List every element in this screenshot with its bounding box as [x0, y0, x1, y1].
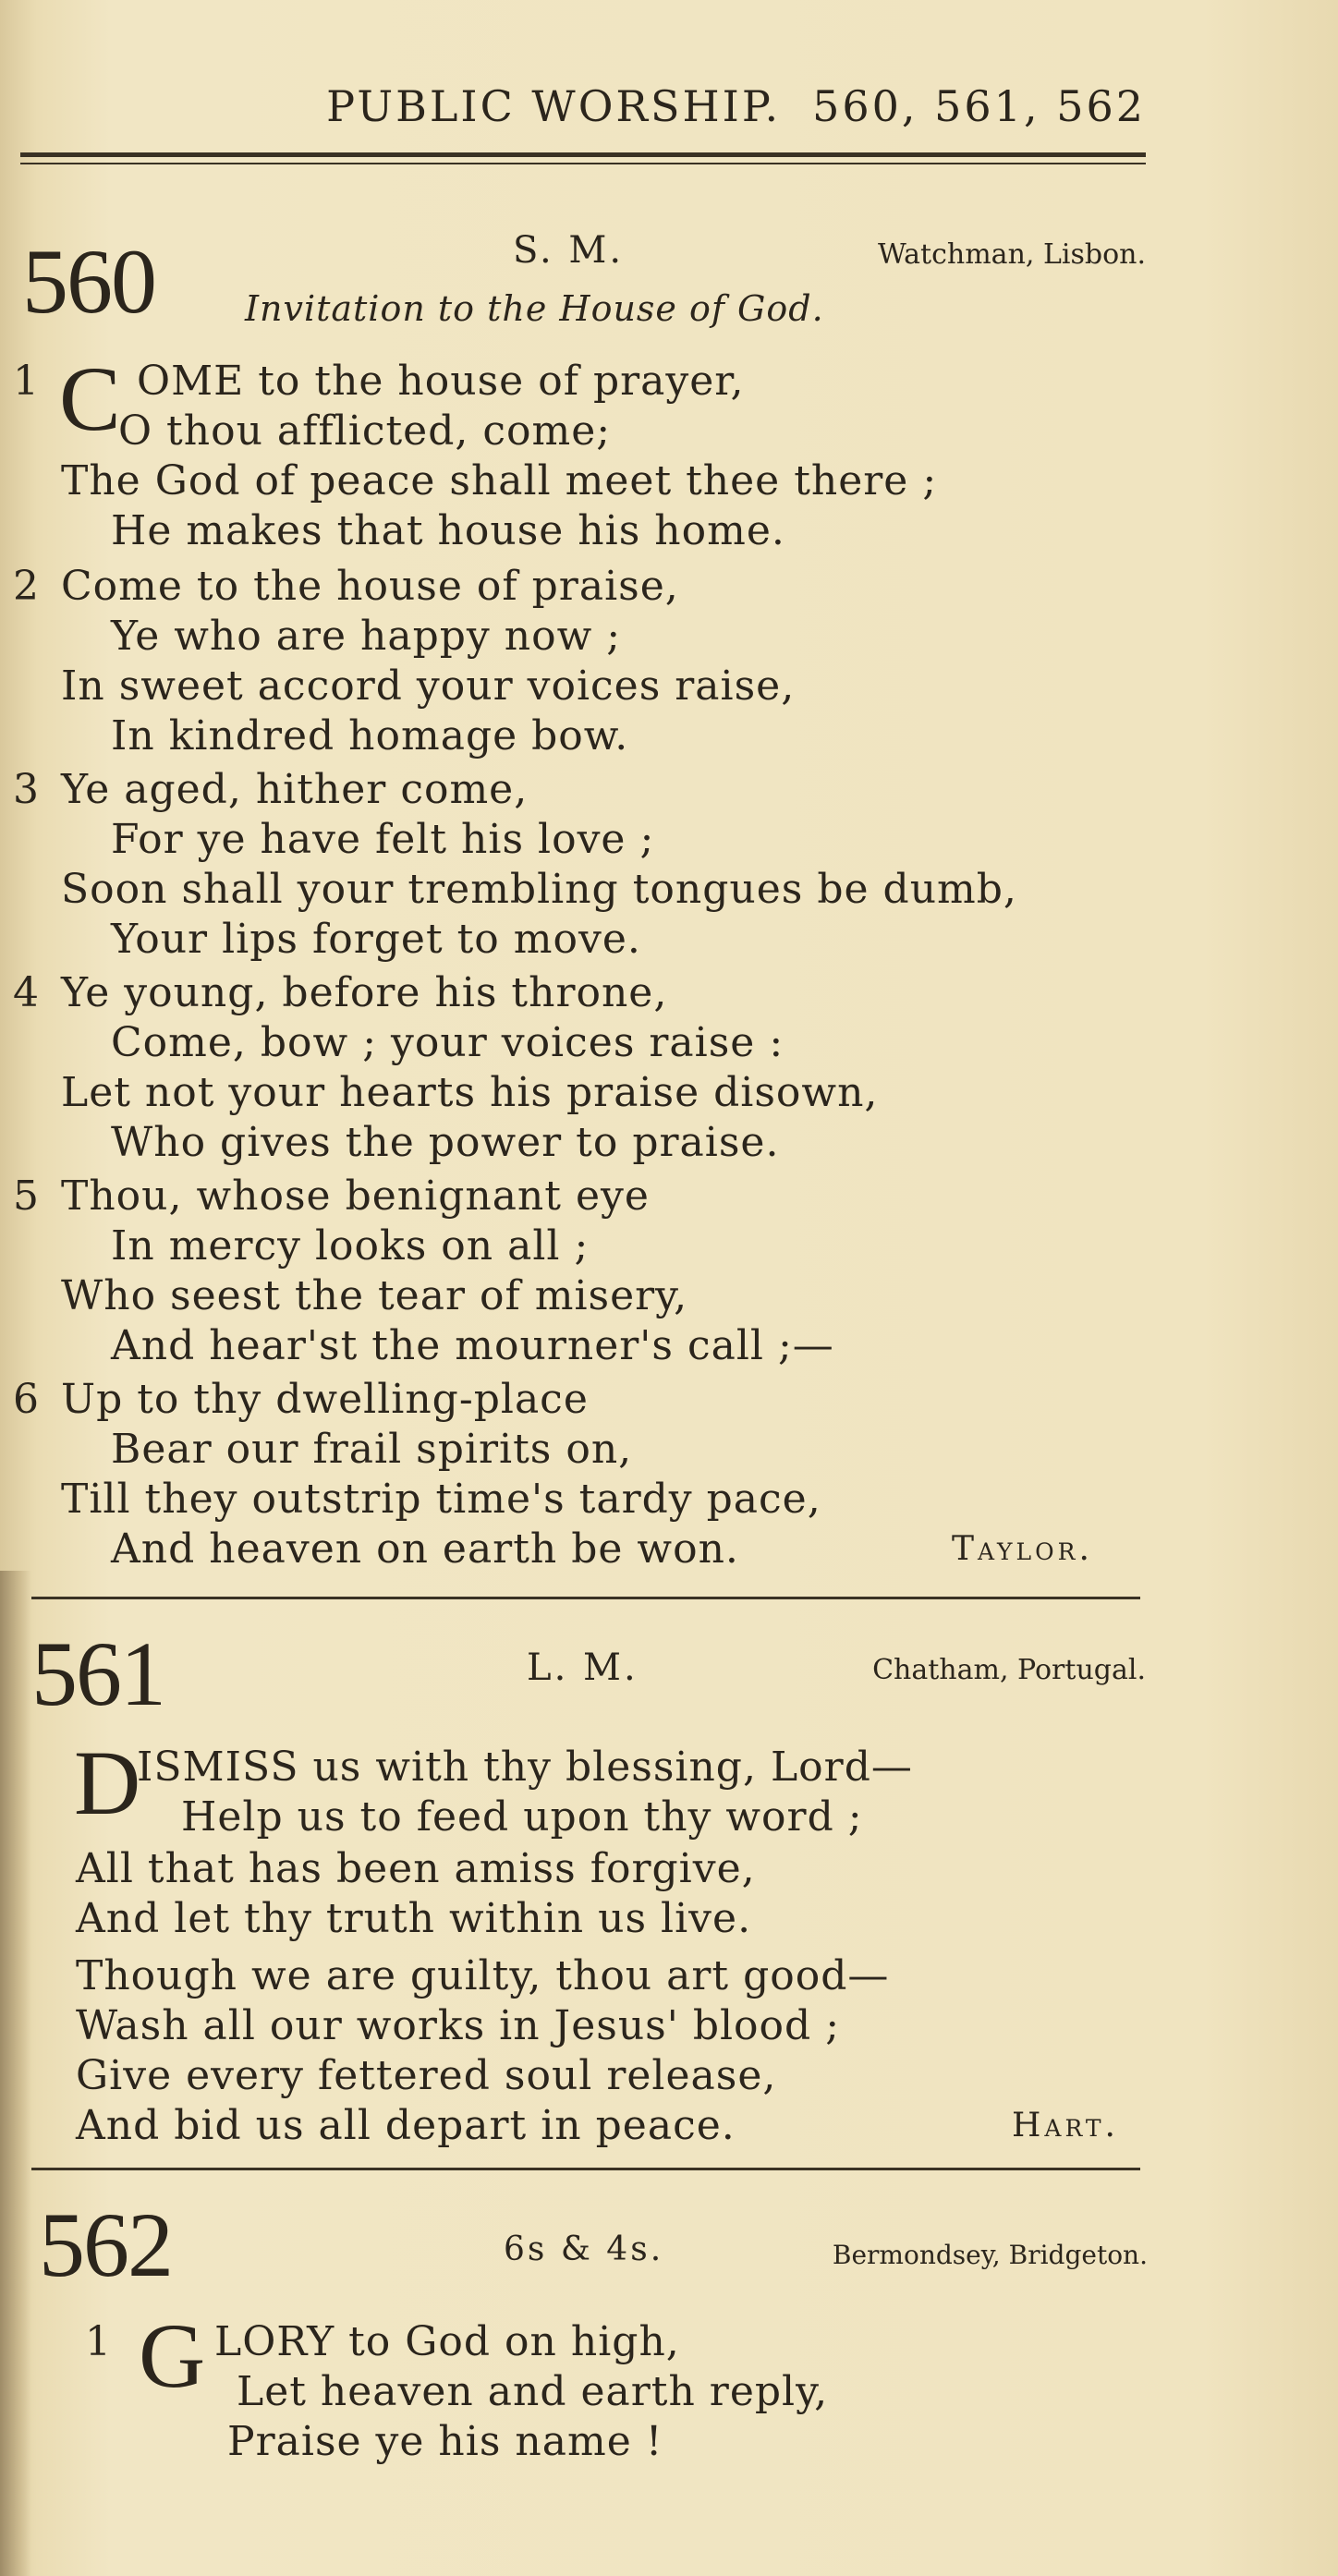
hymn-561-number: 561 [31, 1622, 164, 1725]
verse-line: Who gives the power to praise. [111, 1119, 780, 1166]
verse-line: In kindred homage bow. [111, 712, 629, 759]
hymn-divider [31, 1597, 1140, 1599]
verse-line: The God of peace shall meet thee there ; [61, 457, 938, 504]
verse-line: And let thy truth within us live. [76, 1895, 752, 1942]
verse-number: 3 [13, 766, 39, 813]
verse-line: And heaven on earth be won. [111, 1525, 739, 1573]
verse-line: Your lips forget to move. [111, 916, 641, 963]
verse-line: In mercy looks on all ; [111, 1222, 590, 1270]
verse-line: Who seest the tear of misery, [61, 1272, 688, 1319]
verse-line: Thou, whose benignant eye [61, 1173, 650, 1220]
verse-line: Let heaven and earth reply, [237, 2368, 829, 2415]
verse-line: Let not your hearts his praise disown, [61, 1069, 879, 1116]
running-header [231, 81, 1146, 146]
hymn-561-tunes: Chatham, Portugal. [872, 1654, 1146, 1686]
verse-number: 6 [13, 1376, 39, 1423]
verse-number: 1 [85, 2318, 111, 2365]
verse-number: 2 [13, 563, 39, 610]
hymn-560-subtitle: Invitation to the House of God. [245, 288, 824, 329]
hymn-562-meter: 6s & 4s. [504, 2230, 664, 2268]
hymn-divider [31, 2168, 1140, 2170]
verse-number: 1 [13, 358, 39, 405]
verse-line: Ye young, before his throne, [61, 969, 668, 1016]
hymn-562-tunes: Bermondsey, Bridgeton. [832, 2240, 1148, 2270]
hymn-560-drop-cap: C [59, 347, 121, 450]
verse-line: Give every fettered soul release, [76, 2052, 777, 2099]
verse-line: Praise ye his name ! [227, 2418, 663, 2465]
book-spine-shadow [0, 1571, 31, 2576]
verse-line: LORY to God on high, [214, 2318, 680, 2365]
hymn-561-author: Hart. [1012, 2107, 1119, 2145]
hymn-561-meter: L. M. [527, 1646, 639, 1689]
verse-line: ISMISS us with thy blessing, Lord— [137, 1744, 913, 1791]
hymn-561-drop-cap: D [74, 1732, 141, 1834]
header-hymn-numbers: 560, 561, 562 [812, 81, 1146, 131]
hymn-560-number: 560 [22, 230, 155, 333]
verse-line: And bid us all depart in peace. [76, 2102, 736, 2149]
verse-line: Bear our frail spirits on, [111, 1426, 633, 1473]
verse-line: Come, bow ; your voices raise : [111, 1019, 785, 1066]
verse-line: Help us to feed upon thy word ; [181, 1793, 863, 1841]
header-rule-bottom [20, 163, 1146, 164]
verse-line: Till they outstrip time's tardy pace, [61, 1476, 821, 1523]
hymn-562-drop-cap: G [139, 2304, 206, 2407]
hymn-560-tunes: Watchman, Lisbon. [877, 238, 1146, 271]
verse-line: Soon shall your trembling tongues be dumb, [61, 866, 1017, 913]
verse-line: Ye who are happy now ; [111, 613, 622, 660]
verse-line: And hear'st the mourner's call ;— [111, 1322, 834, 1369]
verse-line: O thou afflicted, come; [118, 407, 612, 455]
verse-line: All that has been amiss forgive, [76, 1845, 756, 1892]
header-title: PUBLIC WORSHIP. [326, 81, 782, 131]
verse-number: 5 [13, 1173, 39, 1220]
verse-line: Ye aged, hither come, [61, 766, 529, 813]
verse-line: Up to thy dwelling-place [61, 1376, 589, 1423]
verse-number: 4 [13, 969, 39, 1016]
header-rule-top [20, 152, 1146, 157]
verse-line: In sweet accord your voices raise, [61, 662, 796, 710]
verse-line: Come to the house of praise, [61, 563, 679, 610]
verse-line: He makes that house his home. [111, 507, 785, 554]
hymn-560-meter: S. M. [513, 229, 625, 272]
verse-line: Wash all our works in Jesus' blood ; [76, 2002, 841, 2049]
hymn-560-author: Taylor. [952, 1530, 1093, 1568]
verse-line: OME to the house of prayer, [137, 358, 745, 405]
verse-line: Though we are guilty, thou art good— [76, 1952, 890, 1999]
verse-line: For ye have felt his love ; [111, 816, 655, 863]
hymn-562-number: 562 [39, 2193, 172, 2296]
